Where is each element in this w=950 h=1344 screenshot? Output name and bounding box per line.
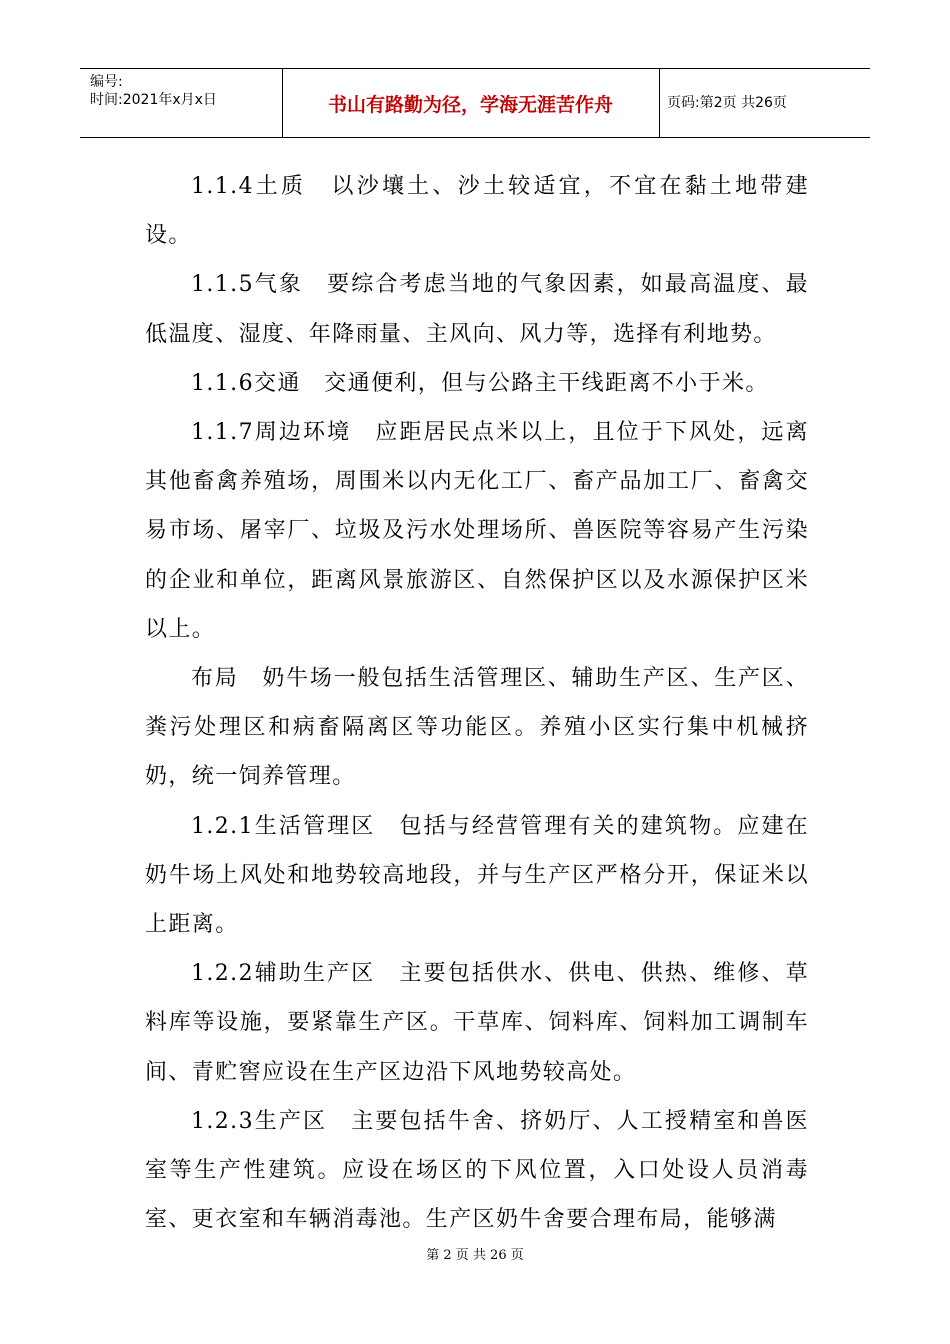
header-page-cell [659, 69, 870, 137]
header-page-code: 页码:第2页 共26页 [667, 95, 787, 111]
paragraph-transport: 1.1.6交通 交通便利，但与公路主干线距离不小于米。 [191, 370, 769, 396]
paragraph-soil: 1.1.4土质 以沙壤土、沙土较适宜，不宜在黏土地带建设。 [145, 174, 809, 249]
paragraph-climate: 1.1.5气象 要综合考虑当地的气象因素，如最高温度、最低温度、湿度、年降雨量、主风向、风力等，选择有利地势。 [145, 272, 809, 347]
paragraph-surroundings: 1.1.7周边环境 应距居民点米以上，且位于下风处，远离其他畜禽养殖场，周围米以内无化工厂、畜产品加工厂、畜禽交易市场、屠宰厂、垃圾及污水处理场所、兽医院等容易产生污染的企业和单位，距离风景旅游区、自然保护区以及水源保护区米以上。 [145, 420, 809, 642]
paragraph-layout: 布局 奶牛场一般包括生活管理区、辅助生产区、生产区、粪污处理区和病畜隔离区等功能区。养殖小区实行集中机械挤奶，统一饲养管理。 [145, 666, 809, 790]
page-footer: 第 2 页 共 26 页 [426, 1248, 524, 1263]
paragraph-production-area: 1.2.3生产区 主要包括牛舍、挤奶厅、人工授精室和兽医室等生产性建筑。应设在场区的下风位置，入口处设人员消毒室、更衣室和车辆消毒池。生产区奶牛舍要合理布局，能够满 [145, 1108, 809, 1233]
document-body [145, 162, 809, 1244]
header-motto: 书山有路勤为径，学海无涯苦作舟 [327, 94, 613, 116]
document-time-label: 时间:2021年x月x日 [90, 92, 217, 108]
header-motto-cell [282, 69, 660, 137]
page-header [80, 68, 870, 138]
document-number-label: 编号: [90, 74, 123, 90]
paragraph-auxiliary-production-area: 1.2.2辅助生产区 主要包括供水、供电、供热、维修、草料库等设施，要紧靠生产区。干草库、饲料库、饲料加工调制车间、青贮窖应设在生产区边沿下风地势较高处。 [145, 961, 809, 1085]
header-info-cell [80, 69, 283, 137]
paragraph-living-management-area: 1.2.1生活管理区 包括与经营管理有关的建筑物。应建在奶牛场上风处和地势较高地段，并与生产区严格分开，保证米以上距离。 [145, 813, 809, 938]
